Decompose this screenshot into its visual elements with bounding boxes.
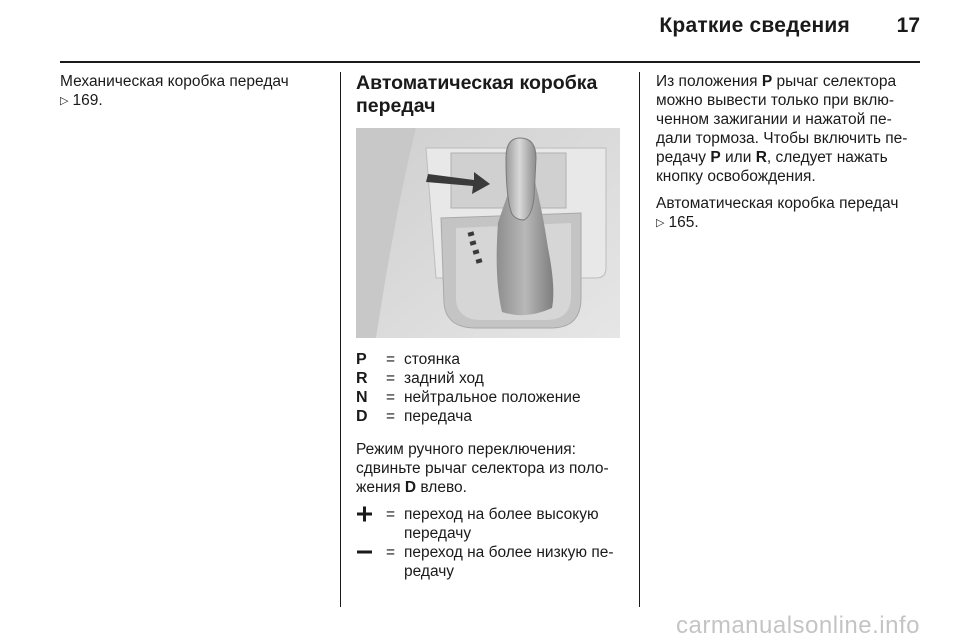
selector-text-line2: можно вывести только при вклю- — [656, 92, 895, 109]
gear-legend — [356, 350, 626, 426]
plus-icon — [356, 505, 374, 523]
legend-row-p: P = стоянка — [356, 351, 460, 368]
ref-arrow-icon: ▷ — [656, 217, 665, 229]
right-column — [656, 72, 926, 233]
auto-gearbox-text: Автоматическая коробка передач — [656, 195, 899, 212]
shift-legend-down: = переход на более низкую пе- редачу — [356, 543, 626, 581]
legend-row-d: D = передача — [356, 408, 472, 425]
selector-text-line5: редачу P или R, следует нажать — [656, 149, 888, 166]
legend-row-r: R = задний ход — [356, 370, 484, 387]
selector-text-line1: Из положения P рычаг селектора — [656, 73, 897, 90]
page-header-title: Краткие сведения — [659, 14, 850, 37]
left-column — [60, 72, 330, 111]
section-heading-line2: передач — [356, 95, 436, 117]
page-number: 17 — [896, 14, 920, 37]
selector-text-line6: кнопку освобождения. — [656, 168, 816, 185]
manual-mode-line1: Режим ручного переключения: — [356, 441, 576, 458]
manual-mode-line3: жения D влево. — [356, 479, 467, 496]
gear-selector-drawing — [356, 128, 620, 338]
section-heading — [356, 72, 626, 118]
middle-column — [356, 72, 626, 581]
selector-text-line4: дали тормоза. Чтобы включить пе- — [656, 130, 908, 147]
legend-row-n: N = нейтральное положение — [356, 389, 581, 406]
minus-icon — [356, 543, 374, 561]
column-divider-right — [639, 72, 640, 607]
selector-text-line3: ченном зажигании и нажатой пе- — [656, 111, 892, 128]
manual-mode-line2: сдвиньте рычаг селектора из поло- — [356, 460, 609, 477]
shift-legend — [356, 505, 626, 581]
ref-arrow-icon: ▷ — [60, 95, 69, 107]
manual-gearbox-text: Механическая коробка передач — [60, 73, 289, 90]
shift-legend-up: = переход на более высокую передачу — [356, 505, 626, 543]
watermark: carmanualsonline.info — [676, 612, 920, 639]
manual-gearbox-ref[interactable]: ▷ 169. — [60, 92, 103, 109]
column-divider-left — [340, 72, 341, 607]
auto-gearbox-ref[interactable]: ▷ 165. — [656, 214, 699, 231]
gear-selector-illustration — [356, 128, 620, 338]
header-divider — [60, 61, 920, 63]
section-heading-line1: Автоматическая коробка — [356, 72, 598, 94]
